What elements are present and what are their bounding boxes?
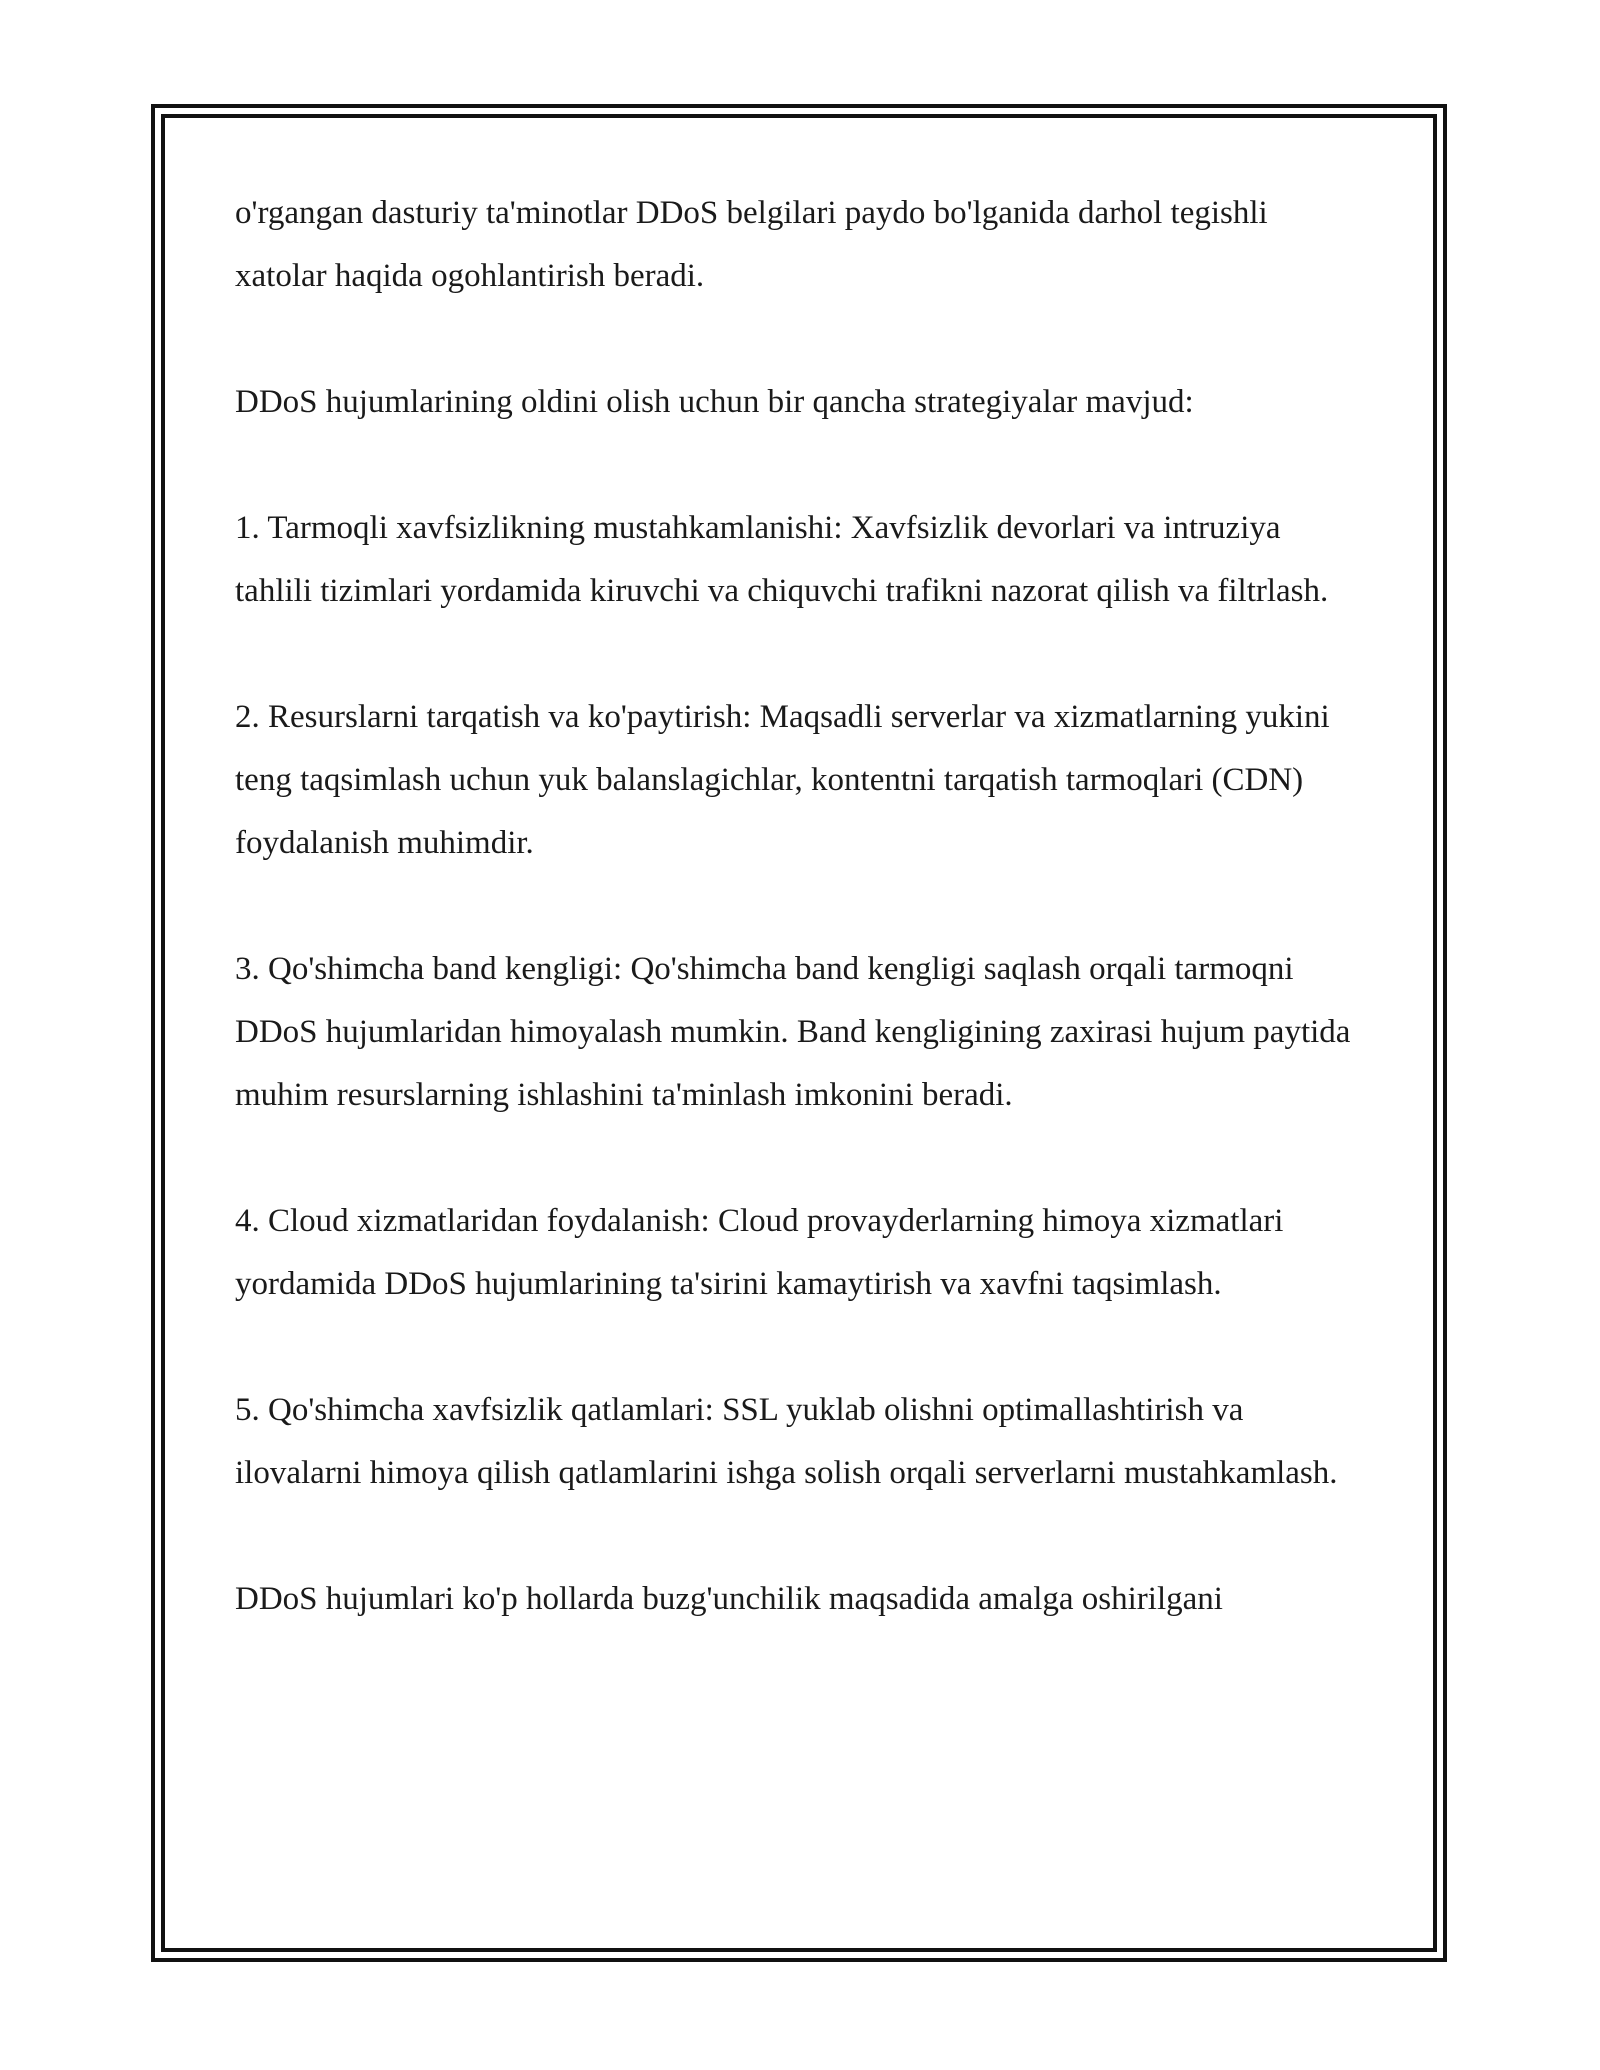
paragraph-continuation: o'rgangan dasturiy ta'minotlar DDoS belgilari paydo bo'lganida darhol tegishli xatolar haqida ogohlantirish beradi. — [235, 195, 1268, 294]
page-body-text — [235, 182, 1365, 1631]
list-item-extra-bandwidth: 3. Qo'shimcha band kengligi: Qo'shimcha band kengligi saqlash orqali tarmoqni DDoS hujumlaridan himoyalash mumkin. Band kengligining zaxirasi hujum paytida muhim resurslarning ishlashini ta'minlash imkonini beradi. — [235, 951, 1351, 1113]
list-item-resource-distribution: 2. Resurslarni tarqatish va ko'paytirish: Maqsadli serverlar va xizmatlarning yukini teng taqsimlash uchun yuk balanslagichlar, kontentni tarqatish tarmoqlari (CDN) foydalanish muhimdir. — [235, 699, 1330, 861]
list-item-cloud-services: 4. Cloud xizmatlaridan foydalanish: Cloud provayderlarning himoya xizmatlari yordamida DDoS hujumlarining ta'sirini kamaytirish va xavfni taqsimlash. — [235, 1203, 1284, 1302]
paragraph-closing: DDoS hujumlari ko'p hollarda buzg'unchilik maqsadida amalga oshirilgani — [235, 1581, 1223, 1617]
paragraph-strategies-intro: DDoS hujumlarining oldini olish uchun bir qancha strategiyalar mavjud: — [235, 384, 1194, 420]
list-item-security-layers: 5. Qo'shimcha xavfsizlik qatlamlari: SSL yuklab olishni optimallashtirish va ilovalarni himoya qilish qatlamlarini ishga solish orqali serverlarni mustahkamlash. — [235, 1392, 1338, 1491]
list-item-network-security: 1. Tarmoqli xavfsizlikning mustahkamlanishi: Xavfsizlik devorlari va intruziya tahlili tizimlari yordamida kiruvchi va chiquvchi trafikni nazorat qilish va filtrlash. — [235, 510, 1329, 609]
